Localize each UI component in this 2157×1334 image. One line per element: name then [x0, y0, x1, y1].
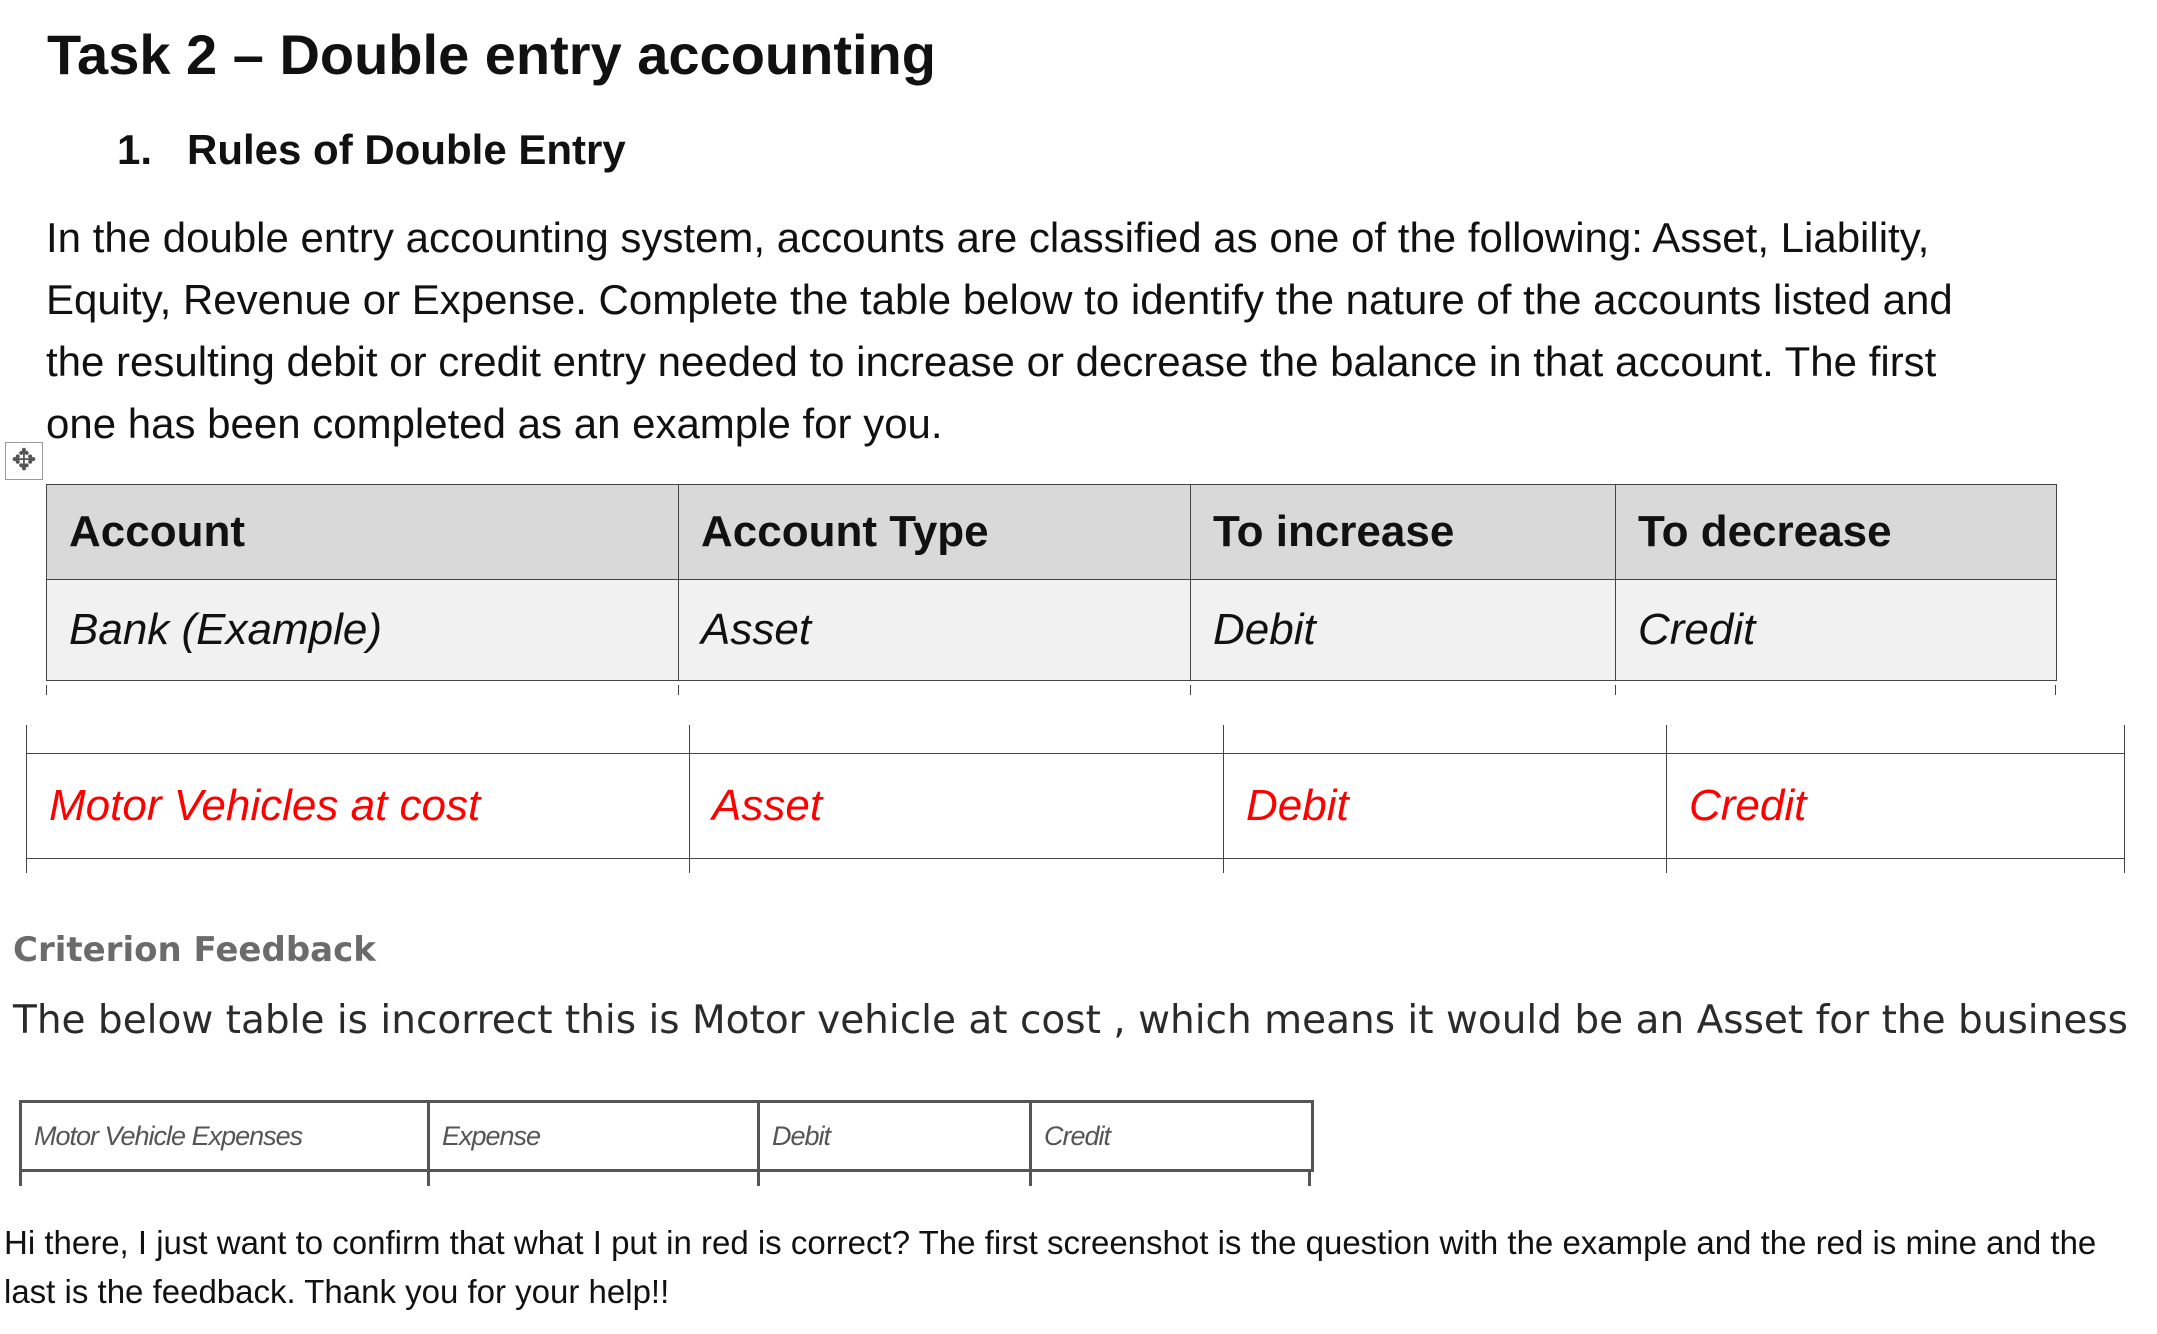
section-heading [117, 124, 626, 176]
user-question: Hi there, I just want to confirm that what I put in red is correct? The first screenshot is the question with the example and the red is mine and the last is the feedback. Thank you for your help!! [4, 1224, 2097, 1310]
feedback-table [19, 1100, 1314, 1172]
intro-line: the resulting debit or credit entry needed to increase or decrease the balance in that account. The first [46, 338, 1937, 385]
example-to-increase: Debit [1191, 580, 1616, 681]
example-account-type: Asset [679, 580, 1191, 681]
answer-to-increase: Debit [1224, 754, 1667, 859]
answer-account: Motor Vehicles at cost [27, 754, 690, 859]
example-row [47, 580, 2057, 681]
answer-row [27, 754, 2125, 859]
feedback-text: The below table is incorrect this is Motor vehicle at cost , which means it would be an Asset for the business [13, 998, 2128, 1043]
section-title: Rules of Double Entry [187, 126, 626, 173]
move-arrows-icon[interactable]: ✥ [5, 442, 43, 480]
section-number: 1. [117, 126, 153, 173]
header-to-increase: To increase [1191, 485, 1616, 580]
feedback-table-continuation [19, 1172, 1311, 1186]
example-account: Bank (Example) [47, 580, 679, 681]
feedback-account: Motor Vehicle Expenses [21, 1102, 429, 1171]
answer-to-decrease: Credit [1667, 754, 2125, 859]
feedback-account-type: Expense [429, 1102, 759, 1171]
example-to-decrease: Credit [1616, 580, 2057, 681]
feedback-to-decrease: Credit [1031, 1102, 1313, 1171]
answer-table [26, 725, 2125, 873]
question-table [46, 484, 2057, 681]
intro-line: Equity, Revenue or Expense. Complete the table below to identify the nature of the accounts listed and [46, 276, 1953, 323]
intro-line: one has been completed as an example for you. [46, 400, 943, 447]
intro-paragraph [46, 207, 2106, 455]
header-to-decrease: To decrease [1616, 485, 2057, 580]
feedback-to-increase: Debit [759, 1102, 1031, 1171]
task-title: Task 2 – Double entry accounting [47, 23, 936, 86]
header-account: Account [47, 485, 679, 580]
feedback-heading: Criterion Feedback [13, 930, 376, 970]
intro-line: In the double entry accounting system, accounts are classified as one of the following: Asset, Liability, [46, 214, 1930, 261]
answer-account-type: Asset [690, 754, 1224, 859]
header-account-type: Account Type [679, 485, 1191, 580]
table-header-row [47, 485, 2057, 580]
feedback-row [21, 1102, 1313, 1171]
table-continuation-lines [46, 685, 2056, 695]
